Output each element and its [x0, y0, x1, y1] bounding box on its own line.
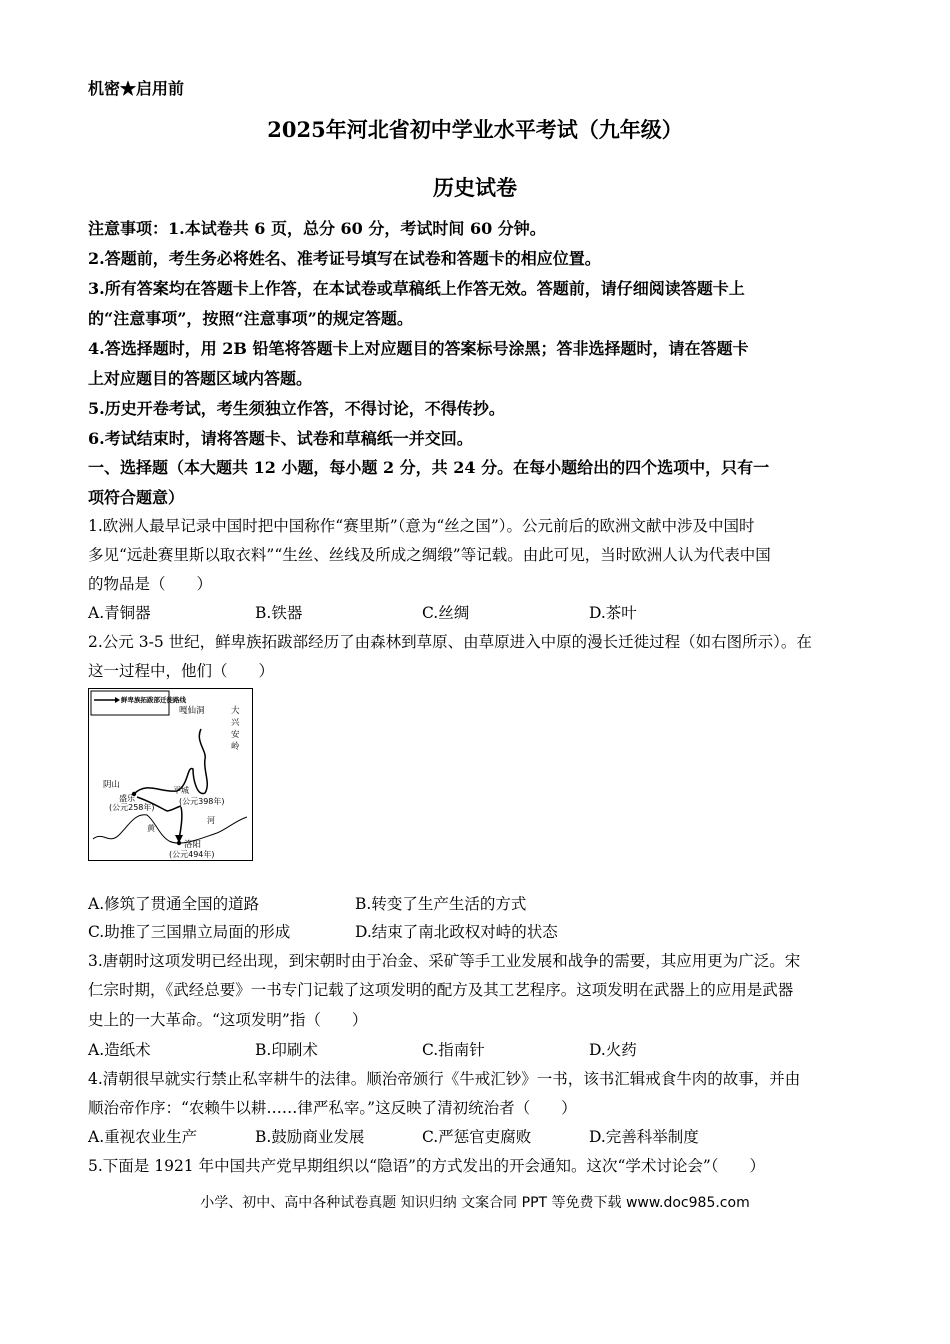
page-footer: 小学、初中、高中各种试卷真题 知识归纳 文案合同 PPT 等免费下载 www.doc985.com	[200, 1195, 750, 1211]
q3-option-b: B.印刷术	[255, 1041, 318, 1059]
note-line: 5.历史开卷考试，考生须独立作答，不得讨论，不得传抄。	[88, 399, 505, 418]
map-label-luoyang-year: (公元494年)	[169, 850, 215, 859]
map-label-he: 河	[207, 816, 215, 825]
q2-option-c: C.助推了三国鼎立局面的形成	[88, 923, 291, 941]
map-label-daxing-3: 安	[231, 730, 240, 740]
exam-title: 2025年河北省初中学业水平考试（九年级）	[267, 117, 683, 142]
note-line: 3.所有答案均在答题卡上作答，在本试卷或草稿纸上作答无效。答题前，请仔细阅读答题卡上	[88, 279, 745, 298]
q4-option-c: C.严惩官吏腐败	[422, 1128, 532, 1146]
note-line: 2.答题前，考生务必将姓名、准考证号填写在试卷和答题卡的相应位置。	[88, 249, 601, 268]
section-heading: 项符合题意）	[88, 488, 185, 507]
map-label-shengle-year: (公元258年)	[109, 803, 155, 812]
question-2-text: 2.公元 3-5 世纪，鲜卑族拓跋部经历了由森林到草原、由草原进入中原的漫长迁徙过程（如右图所示）。在	[88, 633, 812, 651]
note-line: 4.答选择题时，用 2B 铅笔将答题卡上对应题目的答案标号涂黑；答非选择题时，请在答题卡	[88, 339, 749, 358]
question-3-text: 史上的一大革命。“这项发明”指（ ）	[88, 1011, 368, 1029]
q4-option-b: B.鼓励商业发展	[255, 1128, 365, 1146]
map-label-huang: 黄	[147, 824, 155, 833]
q1-option-d: D.茶叶	[589, 604, 637, 622]
question-2-text: 这一过程中，他们（ ）	[88, 662, 275, 680]
q3-option-c: C.指南针	[422, 1041, 485, 1059]
question-5-text: 5.下面是 1921 年中国共产党早期组织以“隐语”的方式发出的开会通知。这次“学术讨论会”（ ）	[88, 1157, 766, 1175]
map-label-luoyang: 洛阳	[184, 840, 202, 850]
map-label-pingcheng-year: (公元398年)	[179, 797, 225, 806]
confidential-label: 机密★启用前	[88, 79, 185, 98]
question-1-text: 1.欧洲人最早记录中国时把中国称作“赛里斯”（意为“丝之国”）。公元前后的欧洲文献中涉及中国时	[88, 517, 755, 535]
map-label-daxing-1: 大	[231, 706, 240, 716]
q2-option-a: A.修筑了贯通全国的道路	[88, 895, 260, 913]
migration-map	[88, 688, 253, 861]
q3-option-a: A.造纸术	[88, 1041, 151, 1059]
note-line: 6.考试结束时，请将答题卡、试卷和草稿纸一并交回。	[88, 429, 473, 448]
map-label-gaxian: 嘎仙洞	[179, 706, 205, 716]
q4-option-d: D.完善科举制度	[589, 1128, 699, 1146]
map-label-pingcheng: 平城	[173, 786, 189, 795]
river-line	[93, 815, 247, 843]
q2-option-b: B.转变了生产生活的方式	[355, 895, 527, 913]
question-4-text: 顺治帝作序：“农赖牛以耕……律严私宰。”这反映了清初统治者（ ）	[88, 1099, 577, 1117]
q2-option-d: D.结束了南北政权对峙的状态	[355, 923, 558, 941]
map-label-yinshan: 阴山	[103, 780, 121, 790]
q3-option-d: D.火药	[589, 1041, 637, 1059]
note-line: 的“注意事项”，按照“注意事项”的规定答题。	[88, 309, 413, 328]
map-label-daxing-4: 岭	[231, 742, 240, 752]
question-4-text: 4.清朝很早就实行禁止私宰耕牛的法律。顺治帝颁行《牛戒汇钞》一书，该书汇辑戒食牛肉的故事，并由	[88, 1070, 801, 1088]
q1-option-c: C.丝绸	[422, 604, 470, 622]
route-line	[134, 729, 207, 794]
question-3-text: 仁宗时期，《武经总要》一书专门记载了这项发明的配方及其工艺程序。这项发明在武器上的应用是武器	[88, 981, 794, 999]
q4-option-a: A.重视农业生产	[88, 1128, 198, 1146]
note-line: 上对应题目的答题区域内答题。	[88, 369, 313, 388]
route-line	[179, 807, 182, 839]
map-label-daxing-2: 兴	[231, 718, 240, 728]
q1-option-b: B.铁器	[255, 604, 303, 622]
section-heading: 一、选择题（本大题共 12 小题，每小题 2 分，共 24 分。在每小题给出的四个选项中，只有一	[88, 458, 770, 477]
luoyang-marker	[177, 841, 181, 845]
question-1-text: 多见“远赴赛里斯以取衣料”“生丝、丝线及所成之绸缎”等记载。由此可见，当时欧洲人认为代表中国	[88, 546, 771, 564]
question-1-text: 的物品是（ ）	[88, 575, 213, 593]
map-legend-text: 鲜卑族拓跋部迁徙路线	[121, 696, 186, 704]
q1-option-a: A.青铜器	[88, 604, 151, 622]
map-label-shengle: 盛乐	[119, 794, 135, 803]
exam-subtitle: 历史试卷	[433, 175, 517, 200]
note-line: 注意事项：1.本试卷共 6 页，总分 60 分，考试时间 60 分钟。	[88, 219, 546, 238]
question-3-text: 3.唐朝时这项发明已经出现，到宋朝时由于冶金、采矿等手工业发展和战争的需要，其应用更为广泛。宋	[88, 952, 801, 970]
